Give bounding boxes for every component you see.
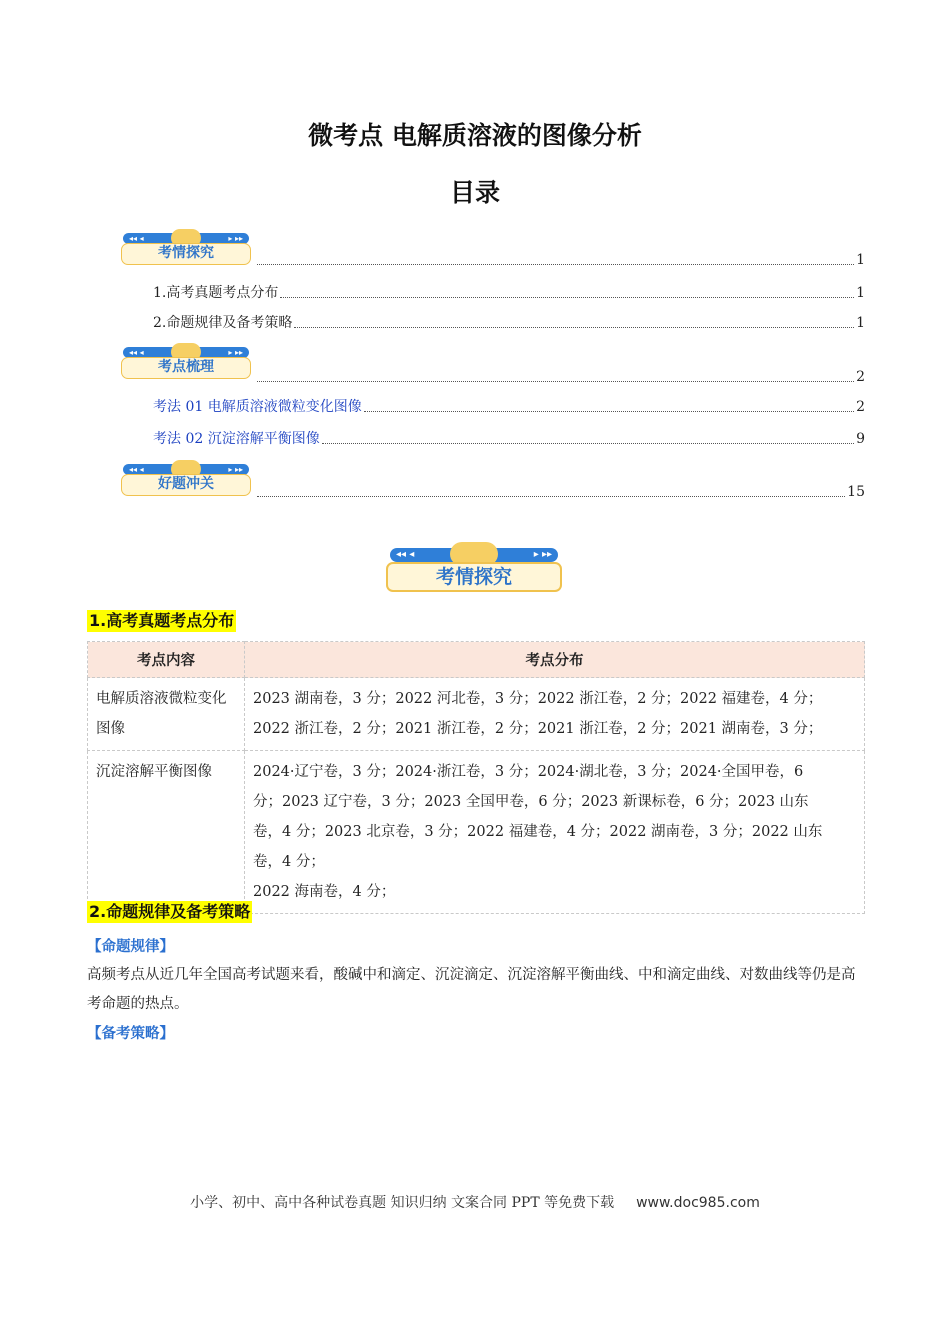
section-badge-kaoqing [386, 542, 562, 592]
toc-entry[interactable] [153, 315, 865, 331]
toc-page-number: 9 [856, 431, 865, 447]
table-header-row [88, 642, 865, 678]
table-cell-topic: 电解质溶液微粒变化图像 [88, 678, 245, 751]
toc-entry[interactable] [255, 484, 865, 500]
rule-paragraph: 高频考点从近几年全国高考试题来看，酸碱中和滴定、沉淀滴定、沉淀溶解平衡曲线、中和滴定曲线、对数曲线等仍是高考命题的热点。 [87, 967, 856, 1012]
arrow-left-icon: ◂◂ ◂ [396, 549, 415, 560]
toc-label: 2.命题规律及备考策略 [153, 315, 293, 331]
toc-label: 考法 01 电解质溶液微粒变化图像 [153, 399, 362, 415]
table-row [88, 751, 865, 914]
strategy-subheading: 【备考策略】 [87, 1026, 174, 1042]
toc-badge-kaodian[interactable] [121, 343, 251, 379]
toc-label: 考法 02 沉淀溶解平衡图像 [153, 431, 320, 447]
toc-page-number: 1 [856, 315, 865, 331]
arrow-right-icon: ▸ ▸▸ [228, 234, 243, 243]
table-header: 考点内容 [88, 642, 245, 678]
toc-page-number: 1 [856, 252, 865, 268]
arrow-right-icon: ▸ ▸▸ [228, 465, 243, 474]
exam-distribution-table [87, 641, 865, 914]
arrow-left-icon: ◂◂ ◂ [129, 465, 144, 474]
table-row [88, 678, 865, 751]
section-heading-strategy: 2.命题规律及备考策略 [89, 902, 251, 921]
badge-label: 好题冲关 [121, 474, 251, 496]
badge-label: 考情探究 [386, 562, 562, 592]
page-title: 微考点 电解质溶液的图像分析 [308, 121, 642, 150]
toc-entry[interactable] [153, 285, 865, 301]
footer-text: 小学、初中、高中各种试卷真题 知识归纳 文案合同 PPT 等免费下载 [190, 1195, 615, 1211]
table-header: 考点分布 [245, 642, 865, 678]
arrow-left-icon: ◂◂ ◂ [129, 348, 144, 357]
toc-entry[interactable] [153, 431, 865, 447]
table-cell-distribution: 2023 湖南卷，3 分；2022 河北卷，3 分；2022 浙江卷，2 分；2022 福建卷，4 分； 2022 浙江卷，2 分；2021 浙江卷，2 分；2021 浙江卷，2 分；2021 湖南卷，3 分； [245, 678, 865, 751]
badge-label: 考点梳理 [121, 357, 251, 379]
toc-page-number: 2 [856, 399, 865, 415]
toc-entry[interactable] [255, 369, 865, 385]
toc-badge-kaoqing[interactable] [121, 229, 251, 265]
badge-label: 考情探究 [121, 243, 251, 265]
toc-heading: 目录 [449, 178, 500, 207]
table-cell-distribution: 2024·辽宁卷，3 分；2024·浙江卷，3 分；2024·湖北卷，3 分；2024·全国甲卷，6 分；2023 辽宁卷，3 分；2023 全国甲卷，6 分；2023 新课标卷，6 分；2023 山东 卷，4 分；2023 北京卷，3 分；2022 福建卷，4 分；2022 湖南卷，3 分；2022 山东 卷，4 分； 2022 海南卷，4 分； [245, 751, 865, 914]
toc-page-number: 2 [856, 369, 865, 385]
toc-label: 1.高考真题考点分布 [153, 285, 279, 301]
toc-page-number: 1 [856, 285, 865, 301]
footer-site-link[interactable]: www.doc985.com [636, 1195, 760, 1211]
toc-badge-haoti[interactable] [121, 460, 251, 496]
arrow-right-icon: ▸ ▸▸ [228, 348, 243, 357]
arrow-left-icon: ◂◂ ◂ [129, 234, 144, 243]
arrow-right-icon: ▸ ▸▸ [533, 549, 552, 560]
toc-entry[interactable] [255, 252, 865, 268]
toc-page-number: 15 [847, 484, 865, 500]
table-cell-topic: 沉淀溶解平衡图像 [88, 751, 245, 914]
rule-subheading: 【命题规律】 [87, 939, 174, 955]
toc-entry[interactable] [153, 399, 865, 415]
section-heading-distribution: 1.高考真题考点分布 [89, 611, 235, 630]
page-footer [0, 1192, 950, 1212]
